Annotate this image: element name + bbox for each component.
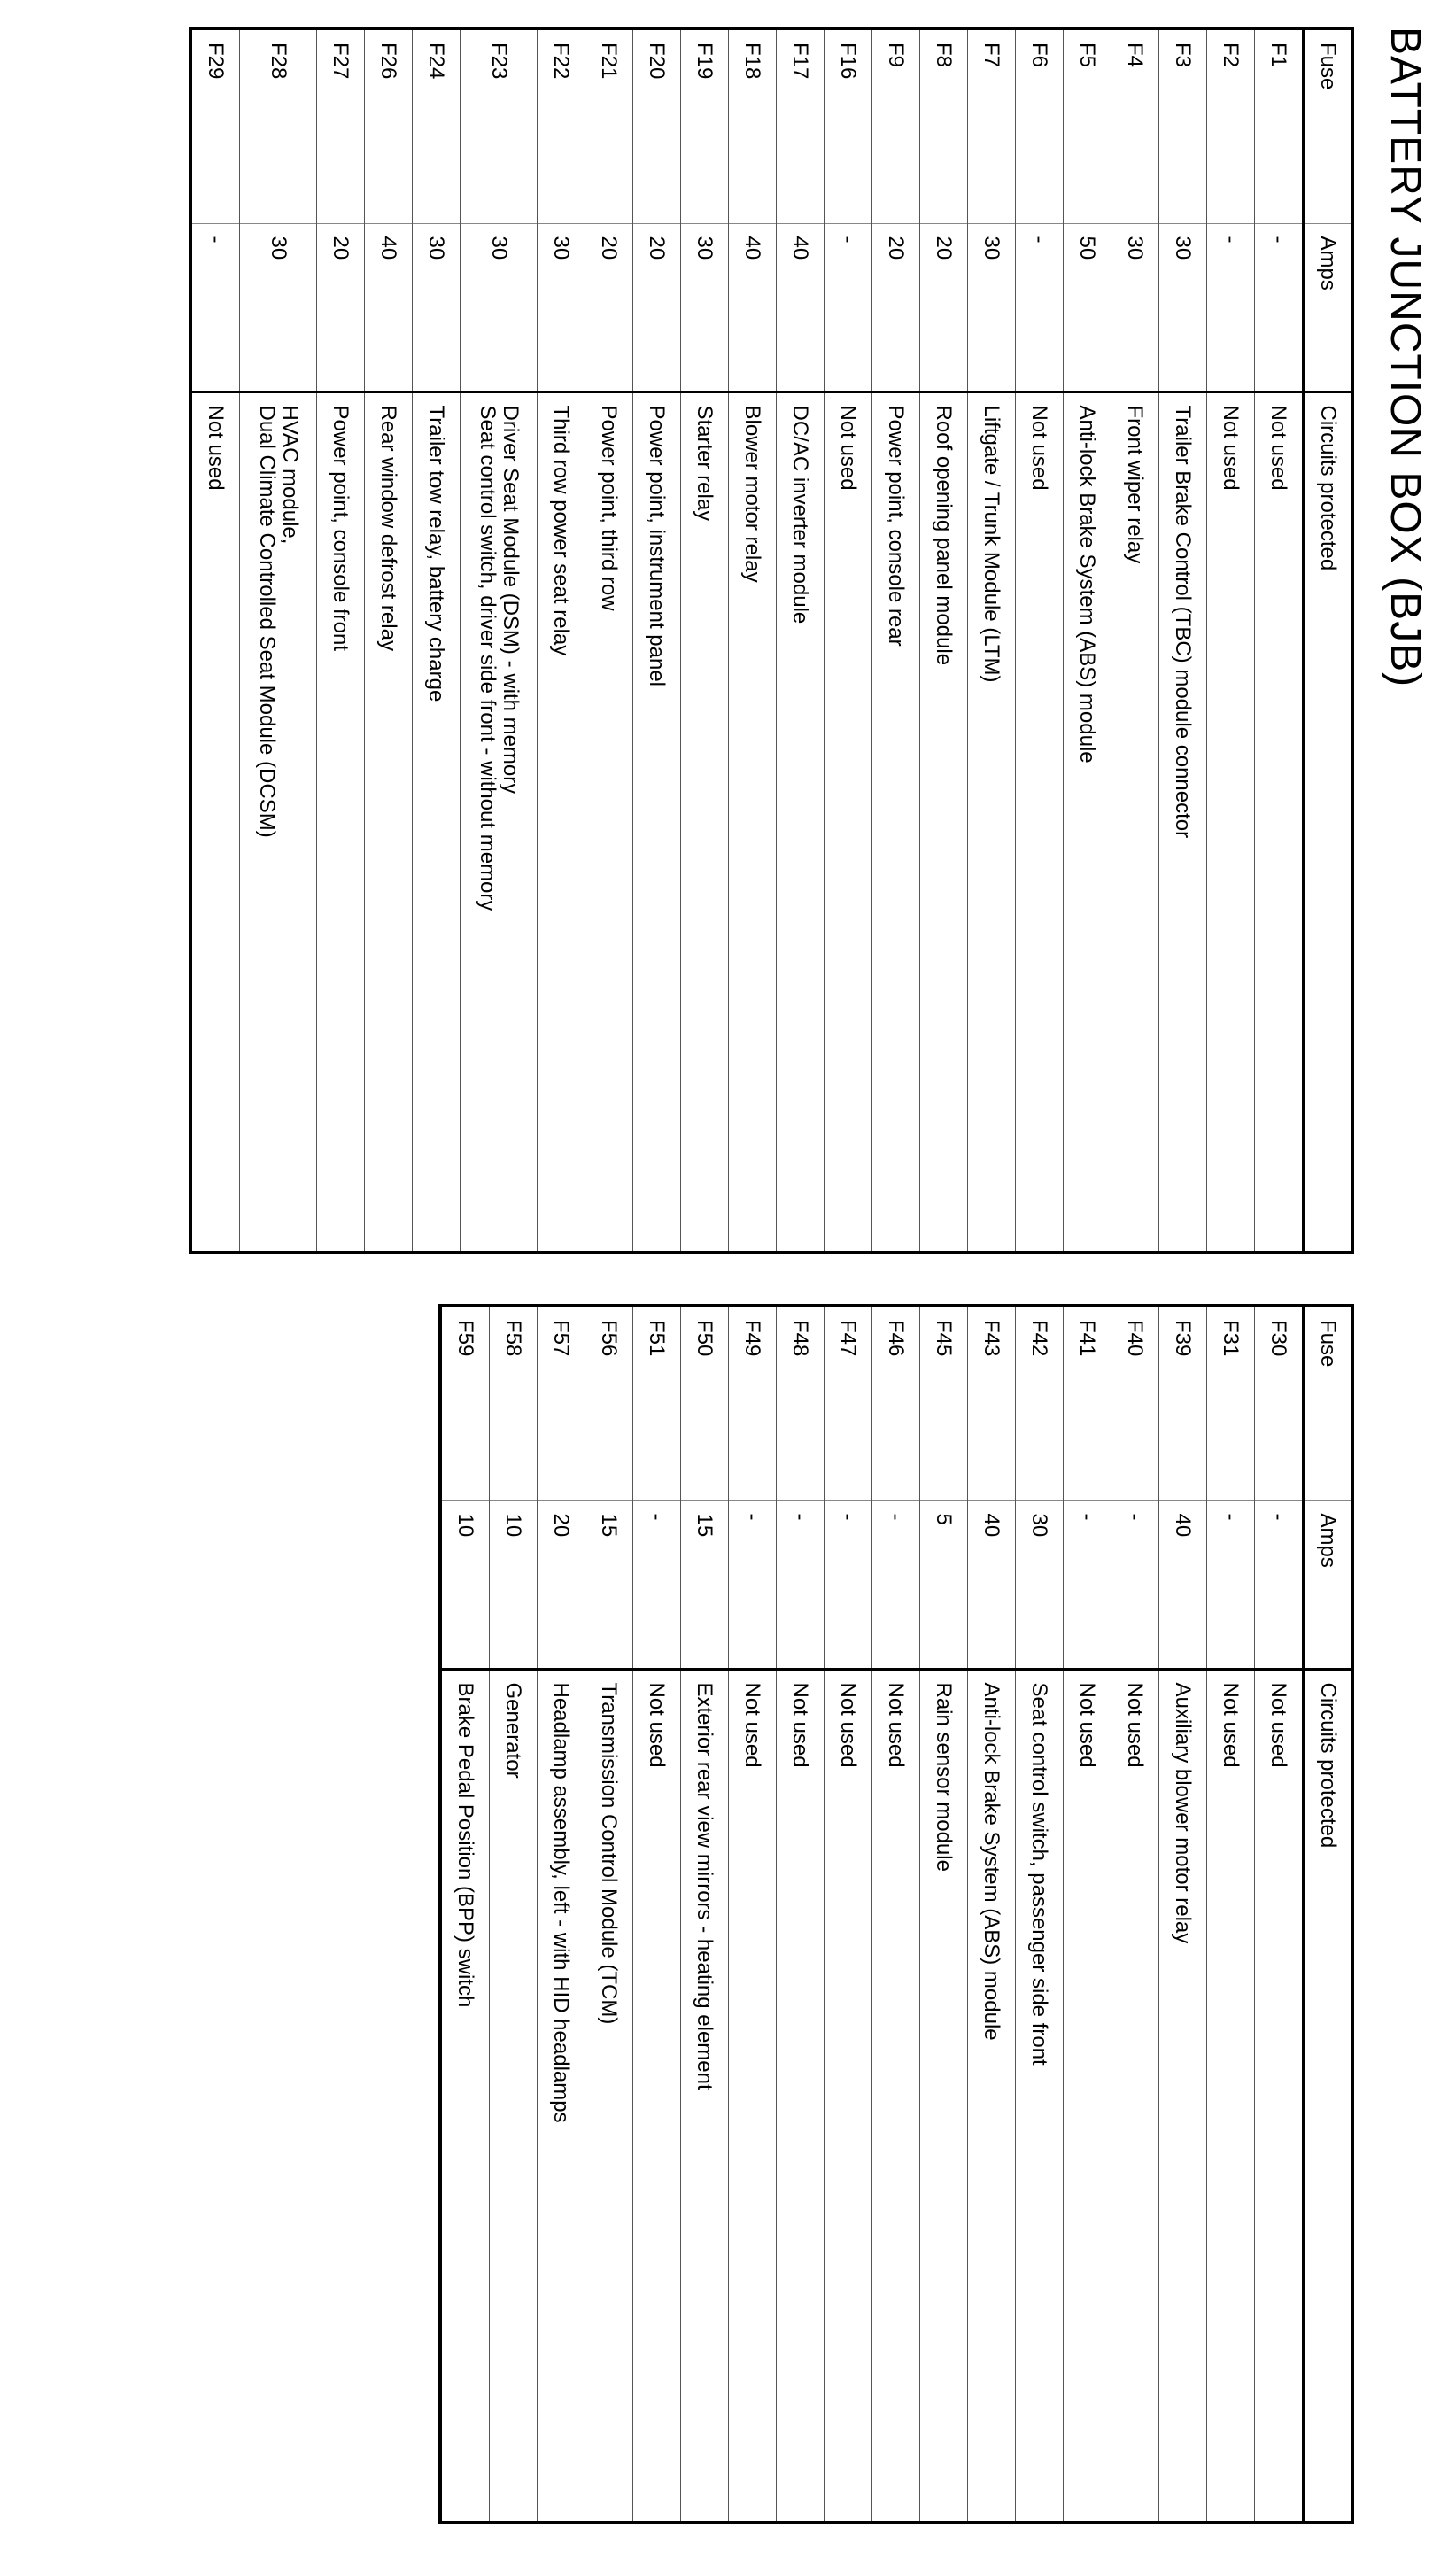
fuse-cell: F5	[1064, 28, 1111, 223]
amps-cell: 30	[1111, 223, 1159, 392]
table-row	[1255, 1306, 1304, 2523]
circuits-cell: Trailer tow relay, battery charge	[413, 392, 461, 1252]
table-row	[777, 1306, 825, 2523]
table-row	[1159, 28, 1207, 1252]
fuse-cell: F19	[681, 28, 729, 223]
table-row	[729, 1306, 777, 2523]
table-row	[440, 1306, 490, 2523]
amps-cell: 30	[681, 223, 729, 392]
fuse-column-header: Fuse	[1304, 1306, 1353, 1500]
amps-cell: 30	[1016, 1500, 1064, 1669]
table-row	[490, 1306, 538, 2523]
amps-cell: 30	[1159, 223, 1207, 392]
fuse-cell: F49	[729, 1306, 777, 1500]
table-row	[585, 1306, 633, 2523]
table-row	[872, 1306, 920, 2523]
circuits-cell: Not used	[1207, 1669, 1255, 2523]
table-row	[729, 28, 777, 1252]
amps-column-header: Amps	[1304, 1500, 1353, 1669]
amps-cell: 30	[413, 223, 461, 392]
amps-cell: -	[825, 223, 872, 392]
fuse-cell: F48	[777, 1306, 825, 1500]
amps-cell: 10	[490, 1500, 538, 1669]
fuse-cell: F56	[585, 1306, 633, 1500]
circuits-cell: Not used	[872, 1669, 920, 2523]
table-row	[538, 28, 585, 1252]
circuits-cell: Rain sensor module	[920, 1669, 968, 2523]
amps-cell: 40	[365, 223, 413, 392]
table-row	[825, 1306, 872, 2523]
circuits-cell: Headlamp assembly, left - with HID headlamps	[538, 1669, 585, 2523]
circuits-cell: Anti-lock Brake System (ABS) module	[1064, 392, 1111, 1252]
amps-cell: -	[1111, 1500, 1159, 1669]
fuse-table-left-body	[190, 28, 1304, 1252]
fuse-cell: F2	[1207, 28, 1255, 223]
circuits-cell: Auxiliary blower motor relay	[1159, 1669, 1207, 2523]
fuse-cell: F28	[240, 28, 317, 223]
circuits-cell: Transmission Control Module (TCM)	[585, 1669, 633, 2523]
amps-cell: -	[1255, 223, 1304, 392]
amps-cell: -	[1064, 1500, 1111, 1669]
amps-cell: -	[825, 1500, 872, 1669]
fuse-cell: F50	[681, 1306, 729, 1500]
fuse-table-right	[438, 1304, 1354, 2524]
table-row	[1016, 1306, 1064, 2523]
circuits-column-header: Circuits protected	[1304, 1669, 1353, 2523]
fuse-cell: F58	[490, 1306, 538, 1500]
circuits-cell: Not used	[825, 1669, 872, 2523]
fuse-cell: F21	[585, 28, 633, 223]
circuits-cell: Power point, console front	[317, 392, 365, 1252]
table-row	[825, 28, 872, 1252]
amps-cell: 50	[1064, 223, 1111, 392]
fuse-column-header: Fuse	[1304, 28, 1353, 223]
table-row	[968, 1306, 1016, 2523]
table-row	[461, 28, 538, 1252]
circuits-cell: DC/AC inverter module	[777, 392, 825, 1252]
circuits-cell: Not used	[1064, 1669, 1111, 2523]
fuse-cell: F9	[872, 28, 920, 223]
fuse-cell: F30	[1255, 1306, 1304, 1500]
circuits-cell: Driver Seat Module (DSM) - with memory Seat control switch, driver side front - without memory	[461, 392, 538, 1252]
fuse-cell: F23	[461, 28, 538, 223]
amps-cell: 20	[920, 223, 968, 392]
table-row	[1016, 28, 1064, 1252]
fuse-cell: F16	[825, 28, 872, 223]
fuse-cell: F51	[633, 1306, 681, 1500]
circuits-cell: Seat control switch, passenger side front	[1016, 1669, 1064, 2523]
circuits-cell: Third row power seat relay	[538, 392, 585, 1252]
circuits-column-header: Circuits protected	[1304, 392, 1353, 1252]
table-row	[633, 1306, 681, 2523]
amps-cell: 30	[968, 223, 1016, 392]
table-row	[1207, 28, 1255, 1252]
fuse-cell: F41	[1064, 1306, 1111, 1500]
circuits-cell: Exterior rear view mirrors - heating element	[681, 1669, 729, 2523]
circuits-cell: Roof opening panel module	[920, 392, 968, 1252]
fuse-cell: F29	[190, 28, 240, 223]
table-row	[538, 1306, 585, 2523]
amps-cell: 30	[461, 223, 538, 392]
table-row	[681, 1306, 729, 2523]
amps-cell: -	[633, 1500, 681, 1669]
circuits-cell: Front wiper relay	[1111, 392, 1159, 1252]
circuits-cell: Anti-lock Brake System (ABS) module	[968, 1669, 1016, 2523]
amps-cell: -	[190, 223, 240, 392]
amps-cell: 20	[585, 223, 633, 392]
fuse-cell: F3	[1159, 28, 1207, 223]
circuits-cell: Brake Pedal Position (BPP) switch	[440, 1669, 490, 2523]
circuits-cell: Generator	[490, 1669, 538, 2523]
circuits-cell: Power point, third row	[585, 392, 633, 1252]
amps-cell: 20	[633, 223, 681, 392]
table-row	[633, 28, 681, 1252]
circuits-cell: HVAC module, Dual Climate Controlled Seat Module (DCSM)	[240, 392, 317, 1252]
table-row	[1207, 1306, 1255, 2523]
amps-cell: -	[1255, 1500, 1304, 1669]
circuits-cell: Not used	[1111, 1669, 1159, 2523]
table-row	[1111, 28, 1159, 1252]
circuits-cell: Not used	[729, 1669, 777, 2523]
amps-cell: 20	[317, 223, 365, 392]
amps-cell: -	[1016, 223, 1064, 392]
table-row	[190, 28, 240, 1252]
fuse-cell: F1	[1255, 28, 1304, 223]
fuse-cell: F46	[872, 1306, 920, 1500]
amps-cell: 15	[585, 1500, 633, 1669]
table-row	[681, 28, 729, 1252]
table-row	[413, 28, 461, 1252]
table-row	[585, 28, 633, 1252]
table-header-row	[1304, 28, 1353, 1252]
fuse-cell: F22	[538, 28, 585, 223]
fuse-cell: F4	[1111, 28, 1159, 223]
amps-cell: 20	[538, 1500, 585, 1669]
amps-column-header: Amps	[1304, 223, 1353, 392]
table-row	[872, 28, 920, 1252]
table-row	[1159, 1306, 1207, 2523]
circuits-cell: Blower motor relay	[729, 392, 777, 1252]
fuse-cell: F17	[777, 28, 825, 223]
fuse-cell: F31	[1207, 1306, 1255, 1500]
fuse-cell: F39	[1159, 1306, 1207, 1500]
page-title: BATTERY JUNCTION BOX (BJB)	[1382, 27, 1429, 688]
amps-cell: 5	[920, 1500, 968, 1669]
table-row	[920, 1306, 968, 2523]
amps-cell: -	[729, 1500, 777, 1669]
fuse-table-right-body	[440, 1306, 1304, 2523]
amps-cell: 10	[440, 1500, 490, 1669]
table-row	[1111, 1306, 1159, 2523]
circuits-cell: Not used	[633, 1669, 681, 2523]
circuits-cell: Not used	[190, 392, 240, 1252]
circuits-cell: Starter relay	[681, 392, 729, 1252]
fuse-cell: F27	[317, 28, 365, 223]
amps-cell: 15	[681, 1500, 729, 1669]
circuits-cell: Trailer Brake Control (TBC) module connector	[1159, 392, 1207, 1252]
fuse-cell: F7	[968, 28, 1016, 223]
fuse-cell: F45	[920, 1306, 968, 1500]
circuits-cell: Rear window defrost relay	[365, 392, 413, 1252]
fuse-table-left	[189, 27, 1354, 1254]
circuits-cell: Power point, instrument panel	[633, 392, 681, 1252]
fuse-cell: F18	[729, 28, 777, 223]
table-row	[777, 28, 825, 1252]
table-row	[920, 28, 968, 1252]
amps-cell: 40	[968, 1500, 1016, 1669]
fuse-cell: F59	[440, 1306, 490, 1500]
table-row	[968, 28, 1016, 1252]
fuse-cell: F6	[1016, 28, 1064, 223]
fuse-cell: F57	[538, 1306, 585, 1500]
fuse-cell: F8	[920, 28, 968, 223]
circuits-cell: Liftgate / Trunk Module (LTM)	[968, 392, 1016, 1252]
amps-cell: 30	[538, 223, 585, 392]
amps-cell: 40	[777, 223, 825, 392]
circuits-cell: Not used	[1255, 1669, 1304, 2523]
circuits-cell: Not used	[1255, 392, 1304, 1252]
amps-cell: 40	[1159, 1500, 1207, 1669]
amps-cell: -	[1207, 1500, 1255, 1669]
fuse-cell: F43	[968, 1306, 1016, 1500]
table-row	[1064, 28, 1111, 1252]
circuits-cell: Not used	[825, 392, 872, 1252]
table-row	[365, 28, 413, 1252]
circuits-cell: Not used	[1016, 392, 1064, 1252]
table-row	[240, 28, 317, 1252]
circuits-cell: Power point, console rear	[872, 392, 920, 1252]
fuse-cell: F42	[1016, 1306, 1064, 1500]
table-header-row	[1304, 1306, 1353, 2523]
amps-cell: 40	[729, 223, 777, 392]
amps-cell: -	[777, 1500, 825, 1669]
table-row	[1255, 28, 1304, 1252]
fuse-cell: F20	[633, 28, 681, 223]
circuits-cell: Not used	[1207, 392, 1255, 1252]
fuse-cell: F26	[365, 28, 413, 223]
amps-cell: 30	[240, 223, 317, 392]
fuse-cell: F47	[825, 1306, 872, 1500]
amps-cell: 20	[872, 223, 920, 392]
fuse-cell: F24	[413, 28, 461, 223]
table-row	[1064, 1306, 1111, 2523]
circuits-cell: Not used	[777, 1669, 825, 2523]
table-row	[317, 28, 365, 1252]
amps-cell: -	[1207, 223, 1255, 392]
amps-cell: -	[872, 1500, 920, 1669]
fuse-cell: F40	[1111, 1306, 1159, 1500]
